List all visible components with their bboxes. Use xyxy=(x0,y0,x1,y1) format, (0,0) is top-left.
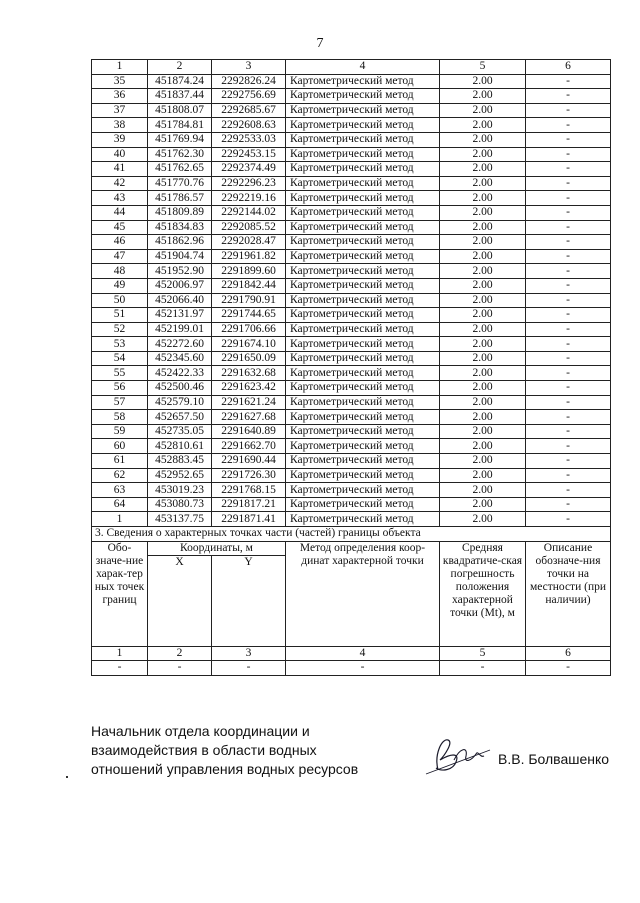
method: Картометрический метод xyxy=(286,249,440,264)
col-number: 2 xyxy=(148,60,212,75)
coord-y: 2291621.24 xyxy=(212,395,286,410)
point-number: 40 xyxy=(92,147,148,162)
coord-x: 451786.57 xyxy=(148,191,212,206)
accuracy: 2.00 xyxy=(440,381,526,396)
accuracy: 2.00 xyxy=(440,395,526,410)
coord-x: 452066.40 xyxy=(148,293,212,308)
coord-x: 451834.83 xyxy=(148,220,212,235)
point-number: 45 xyxy=(92,220,148,235)
accuracy: 2.00 xyxy=(440,497,526,512)
coord-x: 453137.75 xyxy=(148,512,212,527)
point-number: 49 xyxy=(92,278,148,293)
point-number: 48 xyxy=(92,264,148,279)
accuracy: 2.00 xyxy=(440,454,526,469)
coord-x: 452272.60 xyxy=(148,337,212,352)
coord-x: 451952.90 xyxy=(148,264,212,279)
coord-y: 2291706.66 xyxy=(212,322,286,337)
accuracy: 2.00 xyxy=(440,176,526,191)
header-description: Описание обозначе-ния точки на местности (при наличии) xyxy=(526,541,611,646)
point-number: 54 xyxy=(92,351,148,366)
empty-cell: - xyxy=(148,661,212,676)
section3-title: 3. Сведения о характерных точках части (частей) границы объекта xyxy=(92,527,611,542)
table-row xyxy=(92,147,611,162)
method: Картометрический метод xyxy=(286,439,440,454)
description: - xyxy=(526,512,611,527)
coord-y: 2291640.89 xyxy=(212,424,286,439)
accuracy: 2.00 xyxy=(440,205,526,220)
coord-y: 2291690.44 xyxy=(212,454,286,469)
signatory-name: В.В. Болвашенко xyxy=(498,751,610,767)
accuracy: 2.00 xyxy=(440,468,526,483)
header-x: X xyxy=(148,555,212,646)
accuracy: 2.00 xyxy=(440,147,526,162)
accuracy: 2.00 xyxy=(440,220,526,235)
coord-x: 452131.97 xyxy=(148,308,212,323)
col-number: 5 xyxy=(440,646,526,661)
point-number: 55 xyxy=(92,366,148,381)
description: - xyxy=(526,308,611,323)
table-row xyxy=(92,264,611,279)
point-number: 64 xyxy=(92,497,148,512)
method: Картометрический метод xyxy=(286,191,440,206)
table-row xyxy=(92,132,611,147)
accuracy: 2.00 xyxy=(440,410,526,425)
description: - xyxy=(526,293,611,308)
table-row xyxy=(92,351,611,366)
coordinates-table-body xyxy=(92,60,611,527)
coord-x: 452345.60 xyxy=(148,351,212,366)
coord-x: 452579.10 xyxy=(148,395,212,410)
point-number: 1 xyxy=(92,512,148,527)
accuracy: 2.00 xyxy=(440,439,526,454)
coord-x: 451862.96 xyxy=(148,235,212,250)
col-number: 6 xyxy=(526,646,611,661)
method: Картометрический метод xyxy=(286,337,440,352)
coord-x: 451837.44 xyxy=(148,89,212,104)
method: Картометрический метод xyxy=(286,132,440,147)
accuracy: 2.00 xyxy=(440,483,526,498)
coord-y: 2291871.41 xyxy=(212,512,286,527)
coord-x: 451904.74 xyxy=(148,249,212,264)
col-number: 3 xyxy=(212,60,286,75)
coord-y: 2292826.24 xyxy=(212,74,286,89)
description: - xyxy=(526,366,611,381)
table-row xyxy=(92,337,611,352)
description: - xyxy=(526,176,611,191)
coord-x: 453080.73 xyxy=(148,497,212,512)
method: Картометрический метод xyxy=(286,74,440,89)
accuracy: 2.00 xyxy=(440,264,526,279)
empty-cell: - xyxy=(440,661,526,676)
method: Картометрический метод xyxy=(286,381,440,396)
description: - xyxy=(526,381,611,396)
point-number: 53 xyxy=(92,337,148,352)
method: Картометрический метод xyxy=(286,497,440,512)
coord-y: 2291674.10 xyxy=(212,337,286,352)
table-row xyxy=(92,483,611,498)
method: Картометрический метод xyxy=(286,366,440,381)
description: - xyxy=(526,147,611,162)
coord-x: 452006.97 xyxy=(148,278,212,293)
accuracy: 2.00 xyxy=(440,103,526,118)
coord-x: 452657.50 xyxy=(148,410,212,425)
table-row xyxy=(92,512,611,527)
accuracy: 2.00 xyxy=(440,89,526,104)
point-number: 58 xyxy=(92,410,148,425)
table-row xyxy=(92,235,611,250)
coord-y: 2292374.49 xyxy=(212,162,286,177)
accuracy: 2.00 xyxy=(440,132,526,147)
method: Картометрический метод xyxy=(286,278,440,293)
table-row xyxy=(92,381,611,396)
method: Картометрический метод xyxy=(286,264,440,279)
coord-x: 453019.23 xyxy=(148,483,212,498)
coord-y: 2292756.69 xyxy=(212,89,286,104)
table-row xyxy=(92,74,611,89)
coordinates-table xyxy=(91,59,611,676)
table-row xyxy=(92,118,611,133)
point-number: 60 xyxy=(92,439,148,454)
table-row xyxy=(92,176,611,191)
table-row xyxy=(92,395,611,410)
description: - xyxy=(526,351,611,366)
col-number: 4 xyxy=(286,646,440,661)
description: - xyxy=(526,118,611,133)
description: - xyxy=(526,264,611,279)
point-number: 38 xyxy=(92,118,148,133)
header-coordinates: Координаты, м xyxy=(148,541,286,555)
point-number: 42 xyxy=(92,176,148,191)
coord-y: 2291726.30 xyxy=(212,468,286,483)
accuracy: 2.00 xyxy=(440,191,526,206)
coord-y: 2292144.02 xyxy=(212,205,286,220)
position-line: отношений управления водных ресурсов xyxy=(91,761,359,777)
coord-x: 451770.76 xyxy=(148,176,212,191)
table-row xyxy=(92,439,611,454)
coord-x: 451809.89 xyxy=(148,205,212,220)
point-number: 59 xyxy=(92,424,148,439)
method: Картометрический метод xyxy=(286,103,440,118)
method: Картометрический метод xyxy=(286,118,440,133)
point-number: 44 xyxy=(92,205,148,220)
method: Картометрический метод xyxy=(286,424,440,439)
accuracy: 2.00 xyxy=(440,512,526,527)
coord-x: 452199.01 xyxy=(148,322,212,337)
method: Картометрический метод xyxy=(286,512,440,527)
method: Картометрический метод xyxy=(286,162,440,177)
table-row xyxy=(92,191,611,206)
description: - xyxy=(526,103,611,118)
empty-cell: - xyxy=(212,661,286,676)
method: Картометрический метод xyxy=(286,468,440,483)
point-number: 51 xyxy=(92,308,148,323)
empty-cell: - xyxy=(526,661,611,676)
coord-x: 451808.07 xyxy=(148,103,212,118)
accuracy: 2.00 xyxy=(440,308,526,323)
point-number: 47 xyxy=(92,249,148,264)
section3-body xyxy=(92,527,611,676)
coord-y: 2291961.82 xyxy=(212,249,286,264)
accuracy: 2.00 xyxy=(440,162,526,177)
description: - xyxy=(526,454,611,469)
point-number: 41 xyxy=(92,162,148,177)
table-row xyxy=(92,293,611,308)
col-number: 4 xyxy=(286,60,440,75)
coord-y: 2291744.65 xyxy=(212,308,286,323)
coord-y: 2291627.68 xyxy=(212,410,286,425)
coord-y: 2291899.60 xyxy=(212,264,286,279)
position-line: Начальник отдела координации и xyxy=(91,723,310,739)
method: Картометрический метод xyxy=(286,147,440,162)
coord-y: 2292453.15 xyxy=(212,147,286,162)
point-number: 36 xyxy=(92,89,148,104)
coord-y: 2292685.67 xyxy=(212,103,286,118)
method: Картометрический метод xyxy=(286,351,440,366)
table-row xyxy=(92,366,611,381)
description: - xyxy=(526,74,611,89)
section3-title-row xyxy=(92,527,611,542)
coord-y: 2291623.42 xyxy=(212,381,286,396)
coord-y: 2291632.68 xyxy=(212,366,286,381)
description: - xyxy=(526,468,611,483)
point-number: 62 xyxy=(92,468,148,483)
accuracy: 2.00 xyxy=(440,322,526,337)
page-number: 7 xyxy=(316,36,324,51)
coord-y: 2292608.63 xyxy=(212,118,286,133)
table-row xyxy=(92,308,611,323)
description: - xyxy=(526,220,611,235)
col-number: 1 xyxy=(92,60,148,75)
accuracy: 2.00 xyxy=(440,366,526,381)
table-row xyxy=(92,454,611,469)
description: - xyxy=(526,395,611,410)
col-number: 1 xyxy=(92,646,148,661)
method: Картометрический метод xyxy=(286,395,440,410)
method: Картометрический метод xyxy=(286,176,440,191)
method: Картометрический метод xyxy=(286,235,440,250)
table-row xyxy=(92,249,611,264)
coord-x: 452735.05 xyxy=(148,424,212,439)
point-number: 57 xyxy=(92,395,148,410)
scan-speck xyxy=(66,776,68,778)
method: Картометрический метод xyxy=(286,205,440,220)
point-number: 35 xyxy=(92,74,148,89)
coord-y: 2292085.52 xyxy=(212,220,286,235)
signatory-position xyxy=(91,722,358,779)
coord-x: 451784.81 xyxy=(148,118,212,133)
table-row xyxy=(92,103,611,118)
method: Картометрический метод xyxy=(286,322,440,337)
description: - xyxy=(526,497,611,512)
table-row xyxy=(92,162,611,177)
description: - xyxy=(526,278,611,293)
coord-y: 2291790.91 xyxy=(212,293,286,308)
position-line: взаимодействия в области водных xyxy=(91,742,317,758)
table-row xyxy=(92,410,611,425)
coord-x: 451769.94 xyxy=(148,132,212,147)
accuracy: 2.00 xyxy=(440,118,526,133)
coord-y: 2291768.15 xyxy=(212,483,286,498)
empty-cell: - xyxy=(92,661,148,676)
coord-y: 2292533.03 xyxy=(212,132,286,147)
coord-y: 2291650.09 xyxy=(212,351,286,366)
method: Картометрический метод xyxy=(286,308,440,323)
point-number: 43 xyxy=(92,191,148,206)
header-accuracy: Средняя квадратиче-ская погрешность положения характерной точки (Mt), м xyxy=(440,541,526,646)
point-number: 56 xyxy=(92,381,148,396)
point-number: 46 xyxy=(92,235,148,250)
accuracy: 2.00 xyxy=(440,74,526,89)
col-number: 3 xyxy=(212,646,286,661)
coord-y: 2291662.70 xyxy=(212,439,286,454)
header-method: Метод определения коор-динат характерной точки xyxy=(286,541,440,646)
point-number: 52 xyxy=(92,322,148,337)
coord-x: 452952.65 xyxy=(148,468,212,483)
coord-y: 2292028.47 xyxy=(212,235,286,250)
section3-empty-row xyxy=(92,661,611,676)
accuracy: 2.00 xyxy=(440,249,526,264)
description: - xyxy=(526,132,611,147)
description: - xyxy=(526,249,611,264)
section3-header-row-1 xyxy=(92,541,611,555)
description: - xyxy=(526,162,611,177)
description: - xyxy=(526,89,611,104)
table-row xyxy=(92,89,611,104)
point-number: 61 xyxy=(92,454,148,469)
coord-x: 451762.65 xyxy=(148,162,212,177)
empty-cell: - xyxy=(286,661,440,676)
coord-x: 452500.46 xyxy=(148,381,212,396)
point-number: 39 xyxy=(92,132,148,147)
method: Картометрический метод xyxy=(286,220,440,235)
point-number: 50 xyxy=(92,293,148,308)
coord-x: 452883.45 xyxy=(148,454,212,469)
coord-x: 452422.33 xyxy=(148,366,212,381)
column-number-row xyxy=(92,60,611,75)
table-row xyxy=(92,322,611,337)
col-number: 2 xyxy=(148,646,212,661)
method: Картометрический метод xyxy=(286,483,440,498)
table-row xyxy=(92,278,611,293)
description: - xyxy=(526,191,611,206)
coord-y: 2291817.21 xyxy=(212,497,286,512)
handwritten-signature xyxy=(420,730,500,780)
coord-y: 2292219.16 xyxy=(212,191,286,206)
description: - xyxy=(526,322,611,337)
description: - xyxy=(526,439,611,454)
description: - xyxy=(526,205,611,220)
table-row xyxy=(92,468,611,483)
description: - xyxy=(526,337,611,352)
accuracy: 2.00 xyxy=(440,293,526,308)
table-row xyxy=(92,424,611,439)
method: Картометрический метод xyxy=(286,410,440,425)
point-number: 63 xyxy=(92,483,148,498)
coord-x: 451874.24 xyxy=(148,74,212,89)
header-y: Y xyxy=(212,555,286,646)
table-row xyxy=(92,220,611,235)
accuracy: 2.00 xyxy=(440,351,526,366)
accuracy: 2.00 xyxy=(440,424,526,439)
header-point-designation: Обо-значе-ние харак-тер ных точек границ xyxy=(92,541,148,646)
col-number: 5 xyxy=(440,60,526,75)
coord-x: 451762.30 xyxy=(148,147,212,162)
col-number: 6 xyxy=(526,60,611,75)
description: - xyxy=(526,235,611,250)
section3-column-number-row xyxy=(92,646,611,661)
accuracy: 2.00 xyxy=(440,278,526,293)
table-row xyxy=(92,497,611,512)
accuracy: 2.00 xyxy=(440,337,526,352)
description: - xyxy=(526,483,611,498)
description: - xyxy=(526,424,611,439)
coord-y: 2292296.23 xyxy=(212,176,286,191)
coord-y: 2291842.44 xyxy=(212,278,286,293)
accuracy: 2.00 xyxy=(440,235,526,250)
method: Картометрический метод xyxy=(286,454,440,469)
point-number: 37 xyxy=(92,103,148,118)
method: Картометрический метод xyxy=(286,293,440,308)
description: - xyxy=(526,410,611,425)
method: Картометрический метод xyxy=(286,89,440,104)
coord-x: 452810.61 xyxy=(148,439,212,454)
table-row xyxy=(92,205,611,220)
